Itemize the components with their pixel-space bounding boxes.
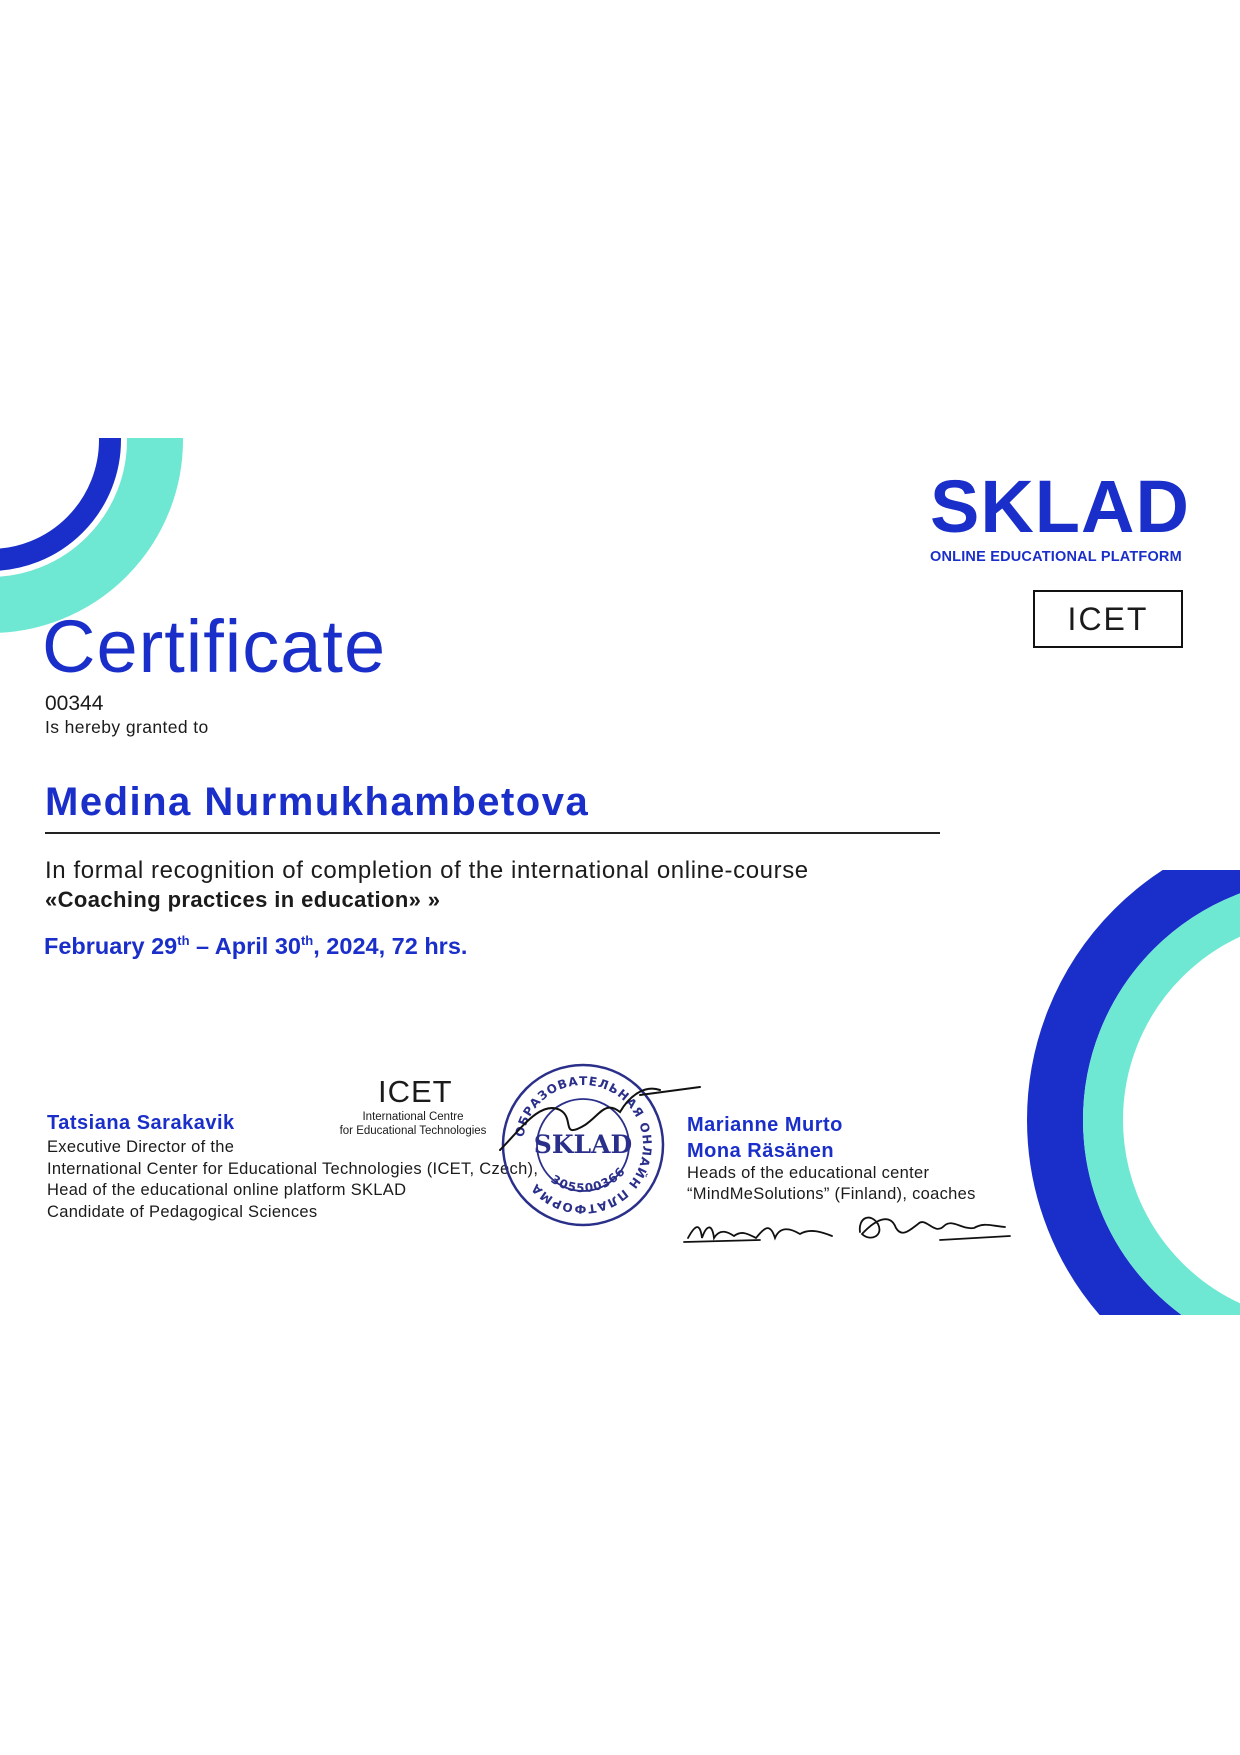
- signatory-left-line: Executive Director of the: [47, 1138, 235, 1156]
- certificate-number: 00344: [45, 692, 104, 715]
- course-title: «Coaching practices in education» »: [45, 887, 441, 912]
- date-start: February 29: [44, 933, 178, 959]
- icet-mark-line: International Centre: [362, 1111, 464, 1123]
- signatory-left-line: Candidate of Pedagogical Sciences: [47, 1202, 318, 1221]
- date-rest: , 2024, 72 hrs.: [313, 933, 468, 959]
- date-start-suffix: th: [177, 933, 190, 948]
- signature-marianne: [684, 1227, 832, 1242]
- signatory-right-line: “MindMeSolutions” (Finland), coaches: [687, 1185, 976, 1203]
- signatory-left-name: Tatsiana Sarakavik: [47, 1112, 235, 1134]
- certificate-title: Certificate: [42, 605, 387, 688]
- recipient-name: Medina Nurmukhambetova: [45, 780, 590, 824]
- icet-mark-title: ICET: [378, 1074, 453, 1109]
- recognition-text: In formal recognition of completion of the international online-course: [45, 857, 809, 884]
- granted-text: Is hereby granted to: [45, 717, 209, 737]
- sklad-logo: SKLAD: [930, 465, 1190, 548]
- stamp-number: 305500366: [548, 1164, 629, 1196]
- icet-mark-line: for Educational Technologies: [339, 1125, 487, 1137]
- icet-badge: ICET: [1033, 590, 1183, 648]
- signatory-right-name: Marianne Murto: [687, 1114, 843, 1136]
- signatory-right-name: Mona Räsänen: [687, 1140, 835, 1162]
- stamp-ring-text: ОБРАЗОВАТЕЛЬНАЯ ОНЛАЙН ПЛАТФОРМА: [512, 1073, 655, 1217]
- signatory-right-line: Heads of the educational center: [687, 1164, 930, 1182]
- date-end: – April 30: [189, 933, 301, 959]
- sklad-logo-subtitle: ONLINE EDUCATIONAL PLATFORM: [930, 549, 1182, 565]
- stamp-center-text: SKLAD: [533, 1130, 633, 1159]
- signatory-left-line: Head of the educational online platform SKLAD: [47, 1181, 407, 1199]
- date-end-suffix: th: [300, 933, 314, 948]
- signature-mona: [860, 1218, 1010, 1240]
- signatory-left-line: International Center for Educational Technologies (ICET, Czech),: [47, 1159, 539, 1178]
- signature-left: [500, 1087, 700, 1150]
